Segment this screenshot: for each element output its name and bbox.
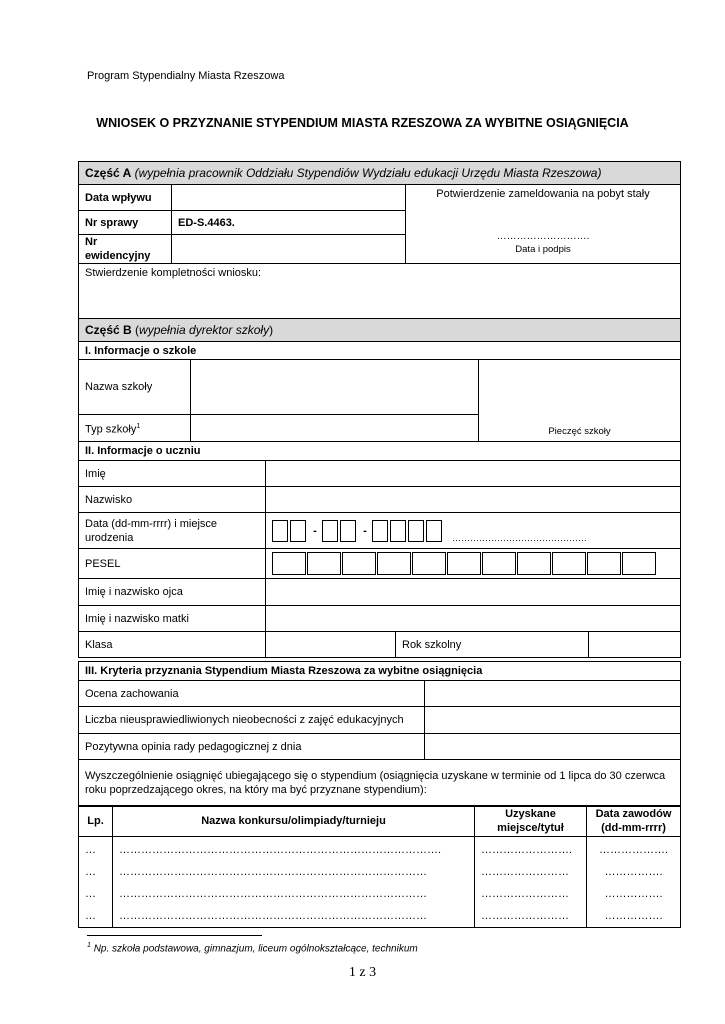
nr-ewidencyjny-label: Nr ewidencyjny bbox=[79, 235, 172, 264]
lp-column[interactable] bbox=[79, 837, 113, 928]
ocena-field[interactable] bbox=[425, 681, 681, 707]
miejsce-urodzenia-field[interactable]: ……………………………………… bbox=[452, 532, 587, 543]
data-urodzenia-field[interactable] bbox=[266, 513, 681, 549]
matka-field[interactable] bbox=[266, 606, 681, 632]
klasa-label: Klasa bbox=[79, 632, 266, 658]
matka-label: Imię i nazwisko matki bbox=[79, 606, 266, 632]
kompletnosc-field[interactable] bbox=[79, 264, 681, 322]
nr-ewidencyjny-field[interactable] bbox=[172, 235, 406, 264]
part-b-heading: Część B (wypełnia dyrektor szkoły) bbox=[79, 319, 681, 342]
pesel-digit-box[interactable] bbox=[622, 552, 656, 575]
school-stamp-box bbox=[479, 360, 681, 442]
lp-cell: … bbox=[85, 888, 96, 900]
rok-szkolny-label: Rok szkolny bbox=[396, 632, 589, 658]
wyszczegolnienie-text: Wyszczególnienie osiągnięć ubiegającego się o stypendium (osiągnięcia uzyskane w terminie od 1 lipca do 30 czerwca roku poprzedzającego okres, na który ma być przyznane stypendium): bbox=[79, 760, 681, 807]
date-separator: - bbox=[363, 524, 367, 537]
date-digit-box[interactable] bbox=[272, 520, 288, 542]
lp-cell: … bbox=[85, 866, 96, 878]
col-data-header: Data zawodów (dd-mm-rrrr) bbox=[587, 806, 681, 837]
pesel-digit-box[interactable] bbox=[307, 552, 341, 575]
opinia-label: Pozytywna opinia rady pedagogicznej z dnia bbox=[79, 734, 425, 760]
pesel-digit-box[interactable] bbox=[377, 552, 411, 575]
miejsce-cell: …………………… bbox=[481, 888, 569, 900]
typ-szkoly-label: Typ szkoły$^1$ bbox=[79, 415, 191, 442]
data-cell: ……………. bbox=[604, 910, 663, 922]
pesel-digit-box[interactable] bbox=[342, 552, 376, 575]
miejsce-column[interactable] bbox=[475, 837, 587, 928]
nazwa-cell: ……………………………………………………………………………. bbox=[119, 844, 442, 856]
date-digit-box[interactable] bbox=[290, 520, 306, 542]
date-digit-box[interactable] bbox=[408, 520, 424, 542]
miejsce-cell: ……………………. bbox=[481, 844, 573, 856]
nazwa-szkoly-field[interactable] bbox=[191, 360, 479, 415]
col-miejsce-header: Uzyskane miejsce/tytuł bbox=[475, 806, 587, 837]
opinia-field[interactable] bbox=[425, 734, 681, 760]
footnote-divider bbox=[87, 935, 262, 936]
part-a-table bbox=[78, 161, 681, 322]
data-cell: ……………. bbox=[604, 866, 663, 878]
page-number: 1 z 3 bbox=[348, 965, 377, 980]
achievements-table bbox=[78, 805, 681, 928]
zameldowanie-box bbox=[406, 185, 681, 264]
miejsce-cell: …………………… bbox=[481, 910, 569, 922]
date-digit-box[interactable] bbox=[390, 520, 406, 542]
nieobecnosci-label: Liczba nieusprawiedliwionych nieobecności z zajęć edukacyjnych bbox=[79, 707, 425, 734]
data-column[interactable] bbox=[587, 837, 681, 928]
data-podpis-label: Data i podpis bbox=[515, 244, 571, 255]
ocena-label: Ocena zachowania bbox=[79, 681, 425, 707]
nazwa-column[interactable] bbox=[113, 837, 475, 928]
data-urodzenia-label: Data (dd-mm-rrrr) i miejsce urodzenia bbox=[79, 513, 266, 549]
section-2-heading: II. Informacje o uczniu bbox=[79, 442, 681, 461]
part-b-table bbox=[78, 318, 681, 658]
pesel-digit-box[interactable] bbox=[552, 552, 586, 575]
data-wplywu-field[interactable] bbox=[172, 185, 406, 211]
rok-szkolny-field[interactable] bbox=[589, 632, 681, 658]
section-3-table bbox=[78, 661, 681, 807]
date-digit-box[interactable] bbox=[372, 520, 388, 542]
kompletnosc-label: Stwierdzenie kompletności wniosku: bbox=[85, 267, 262, 279]
nieobecnosci-field[interactable] bbox=[425, 707, 681, 734]
page-header: Program Stypendialny Miasta Rzeszowa bbox=[87, 70, 285, 82]
nr-sprawy-label: Nr sprawy bbox=[79, 211, 172, 235]
date-digit-box[interactable] bbox=[322, 520, 338, 542]
pesel-field[interactable] bbox=[266, 549, 681, 579]
miejsce-cell: …………………… bbox=[481, 866, 569, 878]
part-a-heading: Część A (wypełnia pracownik Oddziału Stypendiów Wydziału edukacji Urzędu Miasta Rzeszowa) bbox=[79, 162, 681, 185]
imie-field[interactable] bbox=[266, 461, 681, 487]
data-cell: ………………. bbox=[598, 844, 669, 856]
col-nazwa-header: Nazwa konkursu/olimpiady/turnieju bbox=[113, 806, 475, 837]
data-cell: ……………. bbox=[604, 888, 663, 900]
imie-label: Imię bbox=[79, 461, 266, 487]
nazwa-cell: ………………………………………………………………………… bbox=[119, 866, 427, 878]
section-1-heading: I. Informacje o szkole bbox=[79, 342, 681, 360]
date-digit-box[interactable] bbox=[340, 520, 356, 542]
form-title: WNIOSEK O PRZYZNANIE STYPENDIUM MIASTA RZESZOWA ZA WYBITNE OSIĄGNIĘCIA bbox=[96, 116, 629, 130]
nazwa-szkoly-label: Nazwa szkoły bbox=[79, 360, 191, 415]
pesel-digit-box[interactable] bbox=[447, 552, 481, 575]
pesel-digit-box[interactable] bbox=[412, 552, 446, 575]
section-3-heading: III. Kryteria przyznania Stypendium Miasta Rzeszowa za wybitne osiągnięcia bbox=[79, 662, 681, 681]
ojciec-field[interactable] bbox=[266, 579, 681, 606]
pesel-digit-box[interactable] bbox=[587, 552, 621, 575]
pesel-digit-box[interactable] bbox=[482, 552, 516, 575]
lp-cell: … bbox=[85, 910, 96, 922]
typ-szkoly-field[interactable] bbox=[191, 415, 479, 442]
potwierdzenie-label: Potwierdzenie zameldowania na pobyt stały bbox=[436, 188, 650, 200]
pesel-label: PESEL bbox=[79, 549, 266, 579]
signature-dots: ………………………. bbox=[496, 231, 590, 242]
pesel-digit-box[interactable] bbox=[272, 552, 306, 575]
lp-cell: … bbox=[85, 844, 96, 856]
nr-sprawy-field[interactable]: ED-S.4463. bbox=[172, 211, 406, 235]
pesel-digit-box[interactable] bbox=[517, 552, 551, 575]
nazwisko-field[interactable] bbox=[266, 487, 681, 513]
nazwa-cell: ………………………………………………………………………… bbox=[119, 888, 427, 900]
date-digit-box[interactable] bbox=[426, 520, 442, 542]
klasa-field[interactable] bbox=[266, 632, 396, 658]
nazwa-cell: ………………………………………………………………………… bbox=[119, 910, 427, 922]
data-wplywu-label: Data wpływu bbox=[79, 185, 172, 211]
date-separator: - bbox=[313, 524, 317, 537]
nazwisko-label: Nazwisko bbox=[79, 487, 266, 513]
col-lp-header: Lp. bbox=[79, 806, 113, 837]
ojciec-label: Imię i nazwisko ojca bbox=[79, 579, 266, 606]
footnote: $^1$ Np. szkoła podstawowa, gimnazjum, liceum ogólnokształcące, technikum bbox=[87, 942, 418, 955]
pieczec-label: Pieczęć szkoły bbox=[548, 426, 611, 437]
